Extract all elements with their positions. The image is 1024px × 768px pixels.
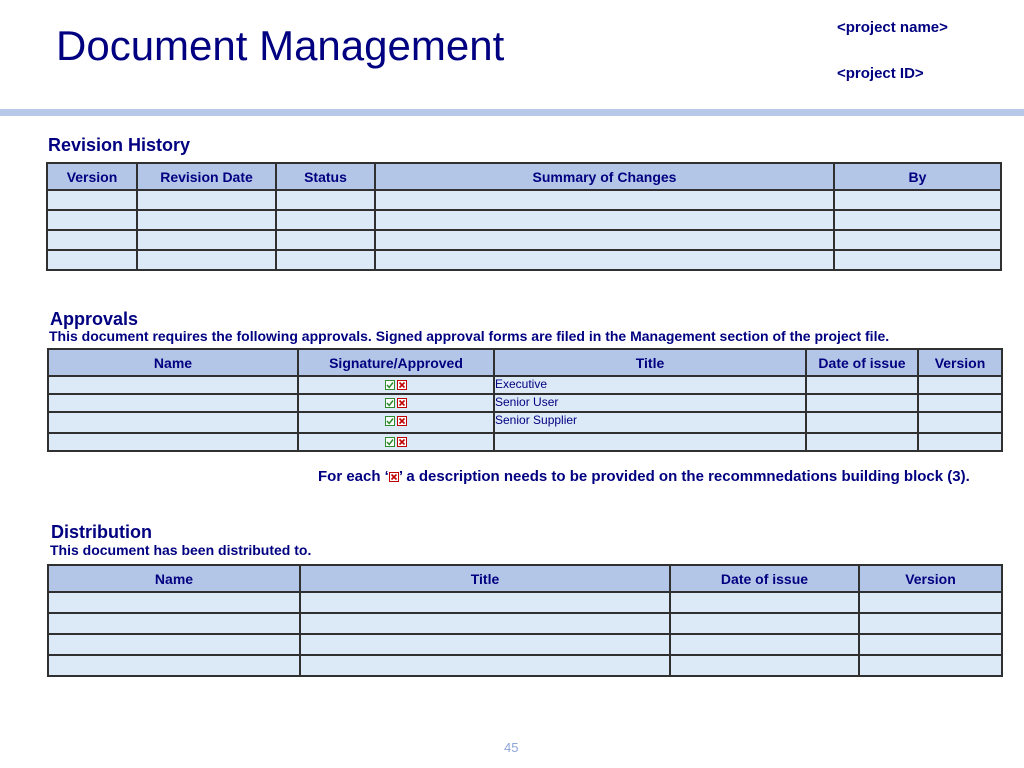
table-cell[interactable] — [834, 190, 1001, 210]
table-cell[interactable] — [300, 634, 670, 655]
title-cell[interactable]: Senior User — [494, 394, 806, 412]
cross-box-icon[interactable] — [397, 416, 407, 426]
table-cell[interactable] — [48, 592, 300, 613]
column-header: Version — [918, 349, 1002, 376]
table-cell[interactable] — [859, 655, 1002, 676]
column-header: Version — [859, 565, 1002, 592]
name-cell[interactable] — [48, 433, 298, 451]
date-cell[interactable] — [806, 376, 918, 394]
distribution-subheading: This document has been distributed to. — [50, 542, 312, 558]
date-cell[interactable] — [806, 433, 918, 451]
version-cell[interactable] — [918, 433, 1002, 451]
table-cell[interactable] — [834, 250, 1001, 270]
project-id: <project ID> — [837, 65, 924, 82]
table-cell[interactable] — [137, 250, 276, 270]
column-header: Date of issue — [670, 565, 859, 592]
table-row — [48, 655, 1002, 676]
version-cell[interactable] — [918, 412, 1002, 433]
table-cell[interactable] — [859, 634, 1002, 655]
table-cell[interactable] — [47, 190, 137, 210]
title-cell[interactable]: Senior Supplier — [494, 412, 806, 433]
date-cell[interactable] — [806, 412, 918, 433]
table-cell[interactable] — [834, 210, 1001, 230]
table-header-row — [48, 565, 1002, 592]
name-cell[interactable] — [48, 412, 298, 433]
title-cell[interactable] — [494, 433, 806, 451]
table-cell[interactable] — [47, 230, 137, 250]
distribution-table — [47, 564, 1003, 677]
project-name: <project name> — [837, 19, 948, 36]
table-cell[interactable] — [300, 592, 670, 613]
table-cell[interactable] — [670, 613, 859, 634]
table-row — [48, 634, 1002, 655]
name-cell[interactable] — [48, 394, 298, 412]
column-header: Title — [494, 349, 806, 376]
table-cell[interactable] — [375, 190, 834, 210]
check-box-icon[interactable] — [385, 437, 395, 447]
table-cell[interactable] — [375, 230, 834, 250]
table-cell[interactable] — [276, 230, 375, 250]
approvals-subheading: This document requires the following approvals. Signed approval forms are filed in the Management section of the project file. — [49, 328, 890, 344]
table-row — [47, 190, 1001, 210]
signature-cell[interactable] — [298, 433, 494, 451]
title-cell[interactable]: Executive — [494, 376, 806, 394]
cross-box-icon[interactable] — [397, 380, 407, 390]
revision-history-heading: Revision History — [48, 135, 191, 155]
signature-cell[interactable] — [298, 376, 494, 394]
table-cell[interactable] — [47, 250, 137, 270]
table-row — [48, 376, 1002, 394]
table-cell[interactable] — [47, 210, 137, 230]
version-cell[interactable] — [918, 376, 1002, 394]
column-header: Signature/Approved — [298, 349, 494, 376]
column-header: By — [834, 163, 1001, 190]
table-cell[interactable] — [859, 613, 1002, 634]
check-box-icon[interactable] — [385, 416, 395, 426]
column-header: Name — [48, 565, 300, 592]
table-cell[interactable] — [300, 655, 670, 676]
cross-box-icon — [389, 472, 399, 482]
table-cell[interactable] — [300, 613, 670, 634]
table-cell[interactable] — [137, 210, 276, 230]
table-cell[interactable] — [276, 250, 375, 270]
note-suffix: ’ a description needs to be provided on the recommnedations building block (3). — [398, 468, 970, 485]
table-cell[interactable] — [276, 210, 375, 230]
table-row — [47, 230, 1001, 250]
column-header: Summary of Changes — [375, 163, 834, 190]
note-prefix: For each ‘ — [318, 468, 389, 485]
date-cell[interactable] — [806, 394, 918, 412]
signature-cell[interactable] — [298, 412, 494, 433]
approvals-heading: Approvals — [50, 309, 139, 329]
column-header: Title — [300, 565, 670, 592]
table-cell[interactable] — [670, 592, 859, 613]
table-row — [47, 250, 1001, 270]
header-divider — [0, 109, 1024, 116]
revision-history-table — [46, 162, 1002, 271]
table-cell[interactable] — [137, 230, 276, 250]
check-box-icon[interactable] — [385, 398, 395, 408]
column-header: Date of issue — [806, 349, 918, 376]
table-row — [48, 613, 1002, 634]
table-cell[interactable] — [375, 210, 834, 230]
table-row — [48, 433, 1002, 451]
approvals-table — [47, 348, 1003, 452]
signature-cell[interactable] — [298, 394, 494, 412]
check-box-icon[interactable] — [385, 380, 395, 390]
cross-box-icon[interactable] — [397, 398, 407, 408]
table-header-row — [48, 349, 1002, 376]
table-cell[interactable] — [834, 230, 1001, 250]
table-cell[interactable] — [670, 634, 859, 655]
table-cell[interactable] — [137, 190, 276, 210]
approval-note — [318, 468, 998, 486]
column-header: Status — [276, 163, 375, 190]
name-cell[interactable] — [48, 376, 298, 394]
table-cell[interactable] — [859, 592, 1002, 613]
table-row — [48, 412, 1002, 433]
column-header: Name — [48, 349, 298, 376]
table-header-row — [47, 163, 1001, 190]
distribution-heading: Distribution — [51, 522, 152, 542]
column-header: Version — [47, 163, 137, 190]
column-header: Revision Date — [137, 163, 276, 190]
cross-box-icon[interactable] — [397, 437, 407, 447]
table-cell[interactable] — [670, 655, 859, 676]
table-cell[interactable] — [375, 250, 834, 270]
table-cell[interactable] — [48, 613, 300, 634]
version-cell[interactable] — [918, 394, 1002, 412]
table-cell[interactable] — [276, 190, 375, 210]
table-cell[interactable] — [48, 655, 300, 676]
table-row — [47, 210, 1001, 230]
table-row — [48, 592, 1002, 613]
page-title: Document Management — [56, 22, 505, 69]
table-row — [48, 394, 1002, 412]
page-number: 45 — [504, 740, 519, 755]
table-cell[interactable] — [48, 634, 300, 655]
